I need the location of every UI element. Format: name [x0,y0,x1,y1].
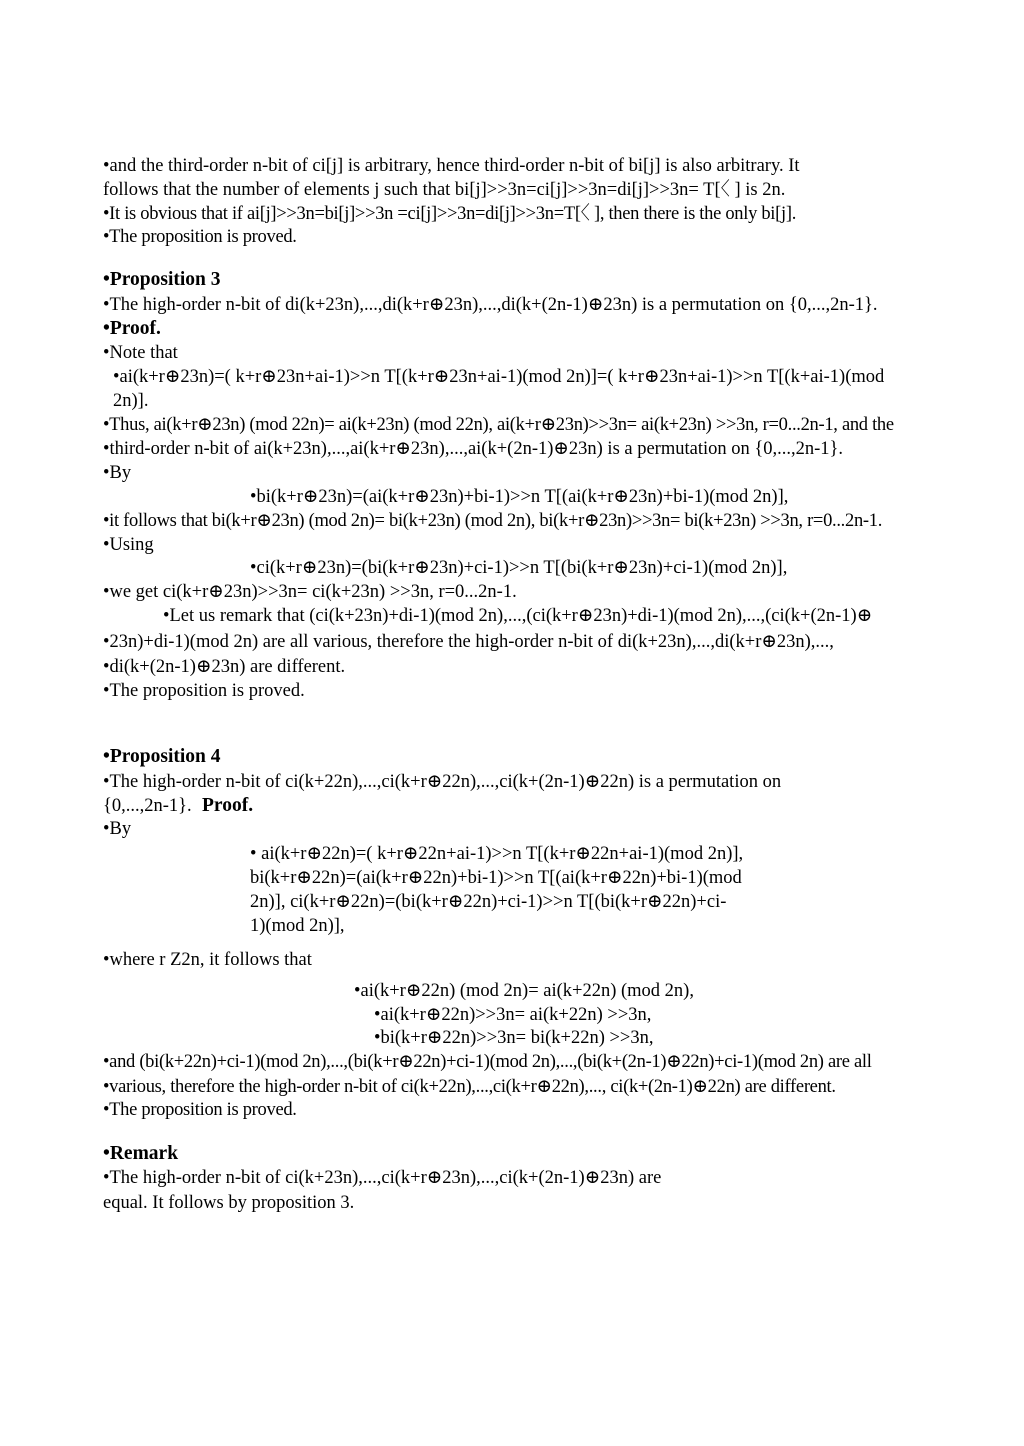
equation-line: •ai(k+r⊕22n)>>3n= ai(k+22n) >>3n, [374,1005,652,1025]
equation-line: 1)(mod 2n)], [250,916,345,936]
text-line: •we get ci(k+r⊕23n)>>3n= ci(k+23n) >>3n, r=0...2n-1. [103,582,517,602]
text-line: •The high-order n-bit of ci(k+22n),...,ci(k+r⊕22n),...,ci(k+(2n-1)⊕22n) is a permutation on [103,772,782,792]
text-line: •The proposition is proved. [103,227,297,247]
text-line: equal. It follows by proposition 3. [103,1193,355,1213]
equation-line: 2n)]. [113,391,149,411]
text-line: •The high-order n-bit of ci(k+23n),...,ci(k+r⊕23n),...,ci(k+(2n-1)⊕23n) are [103,1168,662,1188]
remark-heading: •Remark [103,1143,179,1164]
text-line: •23n)+di-1)(mod 2n) are all various, therefore the high-order n-bit of di(k+23n),...,di(k+r⊕23n),..., [103,632,834,652]
equation-line: •bi(k+r⊕23n)=(ai(k+r⊕23n)+bi-1)>>n T[(ai(k+r⊕23n)+bi-1)(mod 2n)], [250,487,789,507]
proposition-4-heading: •Proposition 4 [103,746,221,767]
text-line: •various, therefore the high-order n-bit of ci(k+22n),...,ci(k+r⊕22n),..., ci(k+(2n-1)⊕22n) are different. [103,1077,836,1097]
text-line: •Let us remark that (ci(k+23n)+di-1)(mod 2n),...,(ci(k+r⊕23n)+di-1)(mod 2n),...,(ci(k+(2n-1)⊕ [163,606,873,626]
proof-heading: Proof. [202,795,254,816]
equation-line: • ai(k+r⊕22n)=( k+r⊕22n+ai-1)>>n T[(k+r⊕22n+ai-1)(mod 2n)], [250,844,744,864]
text-line: •Note that [103,343,178,363]
text-line: •it follows that bi(k+r⊕23n) (mod 2n)= bi(k+23n) (mod 2n), bi(k+r⊕23n)>>3n= bi(k+23n) >>3n, r=0...2n-1. [103,511,883,531]
text-line: •The proposition is proved. [103,681,305,701]
text-line: •By [103,819,132,839]
text-line: •By [103,463,132,483]
text-line: follows that the number of elements j such that bi[j]>>3n=ci[j]>>3n=di[j]>>3n= T[〈 ] is 2n. [103,180,786,200]
equation-line: •ai(k+r⊕23n)=( k+r⊕23n+ai-1)>>n T[(k+r⊕23n+ai-1)(mod 2n)]=( k+r⊕23n+ai-1)>>n T[(k+ai-1)(mod [113,367,885,387]
equation-line: •ci(k+r⊕23n)=(bi(k+r⊕23n)+ci-1)>>n T[(bi(k+r⊕23n)+ci-1)(mod 2n)], [250,558,788,578]
text-line: •third-order n-bit of ai(k+23n),...,ai(k+r⊕23n),...,ai(k+(2n-1)⊕23n) is a permutation on {0,...,2n-1}. [103,439,844,459]
equation-line: 2n)], ci(k+r⊕22n)=(bi(k+r⊕22n)+ci-1)>>n T[(bi(k+r⊕22n)+ci- [250,892,727,912]
equation-line: •ai(k+r⊕22n) (mod 2n)= ai(k+22n) (mod 2n), [354,981,694,1001]
proposition-3-heading: •Proposition 3 [103,269,221,290]
text-line: •Thus, ai(k+r⊕23n) (mod 22n)= ai(k+23n) (mod 22n), ai(k+r⊕23n)>>3n= ai(k+23n) >>3n, r=0...2n-1, and the [103,415,894,435]
text-line: •The high-order n-bit of di(k+23n),...,di(k+r⊕23n),...,di(k+(2n-1)⊕23n) is a permutation on {0,...,2n-1}. [103,295,878,315]
text-line: •It is obvious that if ai[j]>>3n=bi[j]>>3n =ci[j]>>3n=di[j]>>3n=T[〈 ], then there is the only bi[j]. [103,204,797,224]
text-line: •di(k+(2n-1)⊕23n) are different. [103,657,346,677]
equation-line: •bi(k+r⊕22n)>>3n= bi(k+22n) >>3n, [374,1028,654,1048]
text-line: •and (bi(k+22n)+ci-1)(mod 2n),...,(bi(k+r⊕22n)+ci-1)(mod 2n),...,(bi(k+(2n-1)⊕22n)+ci-1)(mod 2n) are all [103,1052,872,1072]
text-line: •and the third-order n-bit of ci[j] is arbitrary, hence third-order n-bit of bi[j] is also arbitrary. It [103,156,800,176]
proof-heading: •Proof. [103,318,161,339]
text-line: •Using [103,535,154,555]
text-line: {0,...,2n-1}. [103,796,192,816]
equation-line: bi(k+r⊕22n)=(ai(k+r⊕22n)+bi-1)>>n T[(ai(k+r⊕22n)+bi-1)(mod [250,868,742,888]
text-line: •The proposition is proved. [103,1100,297,1120]
text-line: •where r Z2n, it follows that [103,950,312,970]
